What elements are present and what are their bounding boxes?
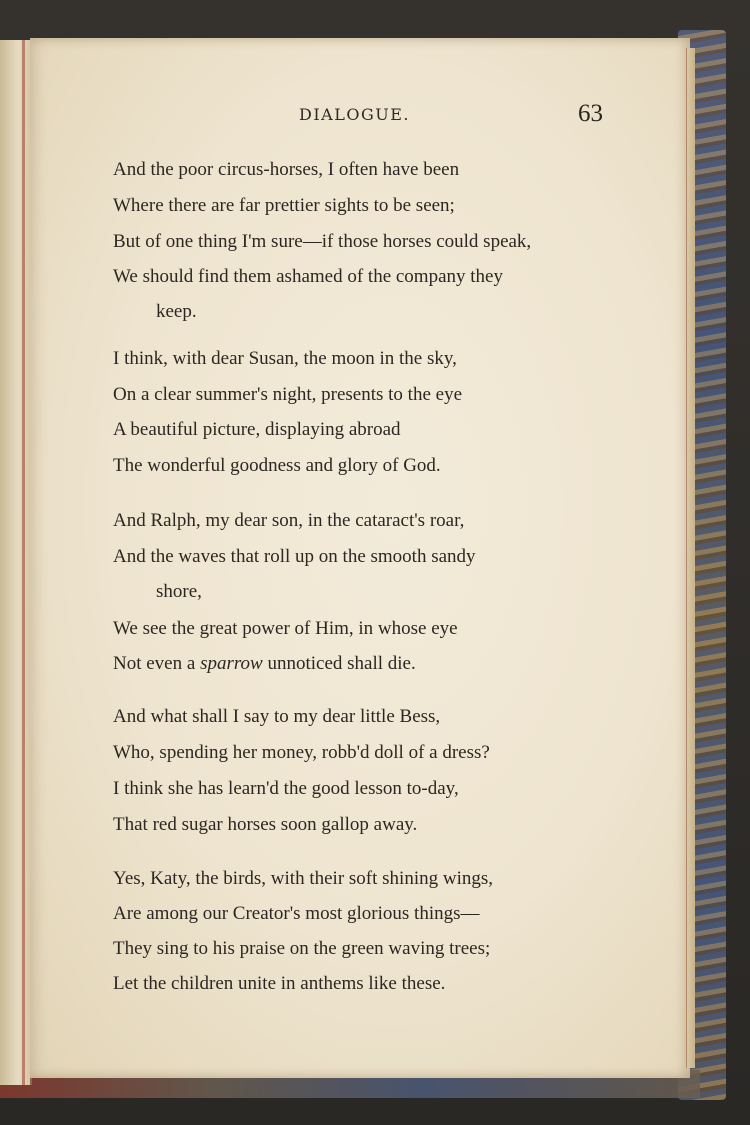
verse-line: shore, [156, 581, 202, 602]
verse-line: We see the great power of Him, in whose eye [113, 618, 458, 639]
verse-line: I think, with dear Susan, the moon in the sky, [113, 348, 457, 369]
verse-line: But of one thing I'm sure—if those horses could speak, [113, 231, 532, 252]
verse-line [113, 652, 416, 676]
verse-line: A beautiful picture, displaying abroad [113, 419, 401, 440]
verse-line: Yes, Katy, the birds, with their soft shining wings, [113, 868, 493, 889]
italic-word: sparrow [200, 653, 263, 674]
verse-line: That red sugar horses soon gallop away. [113, 814, 418, 835]
verse-line: Let the children unite in anthems like these. [113, 973, 446, 994]
verse-line: They sing to his praise on the green waving trees; [113, 938, 491, 959]
facing-page-edge [0, 40, 32, 1085]
running-header [0, 100, 750, 130]
verse-line: On a clear summer's night, presents to the eye [113, 384, 463, 405]
verse-line: keep. [156, 301, 197, 322]
verse-text: Not even a [113, 653, 196, 674]
verse-line: Are among our Creator's most glorious things— [113, 903, 480, 924]
verse-line: Where there are far prettier sights to be seen; [113, 195, 455, 216]
verse-line: And the waves that roll up on the smooth sandy [113, 546, 476, 567]
verse-line: We should find them ashamed of the company they [113, 266, 503, 287]
verse-line: And the poor circus-horses, I often have been [113, 159, 460, 180]
header-title: DIALOGUE. [299, 105, 410, 124]
verse-line: And Ralph, my dear son, in the cataract's roar, [113, 510, 465, 531]
verse-line: Who, spending her money, robb'd doll of a dress? [113, 742, 490, 763]
verse-text: unnoticed shall die. [267, 653, 416, 674]
verse-line: And what shall I say to my dear little Bess, [113, 706, 441, 727]
verse-line: The wonderful goodness and glory of God. [113, 455, 441, 476]
page-stack-edge [686, 48, 695, 1068]
page-number: 63 [578, 100, 603, 127]
verse-line: I think she has learn'd the good lesson to-day, [113, 778, 459, 799]
